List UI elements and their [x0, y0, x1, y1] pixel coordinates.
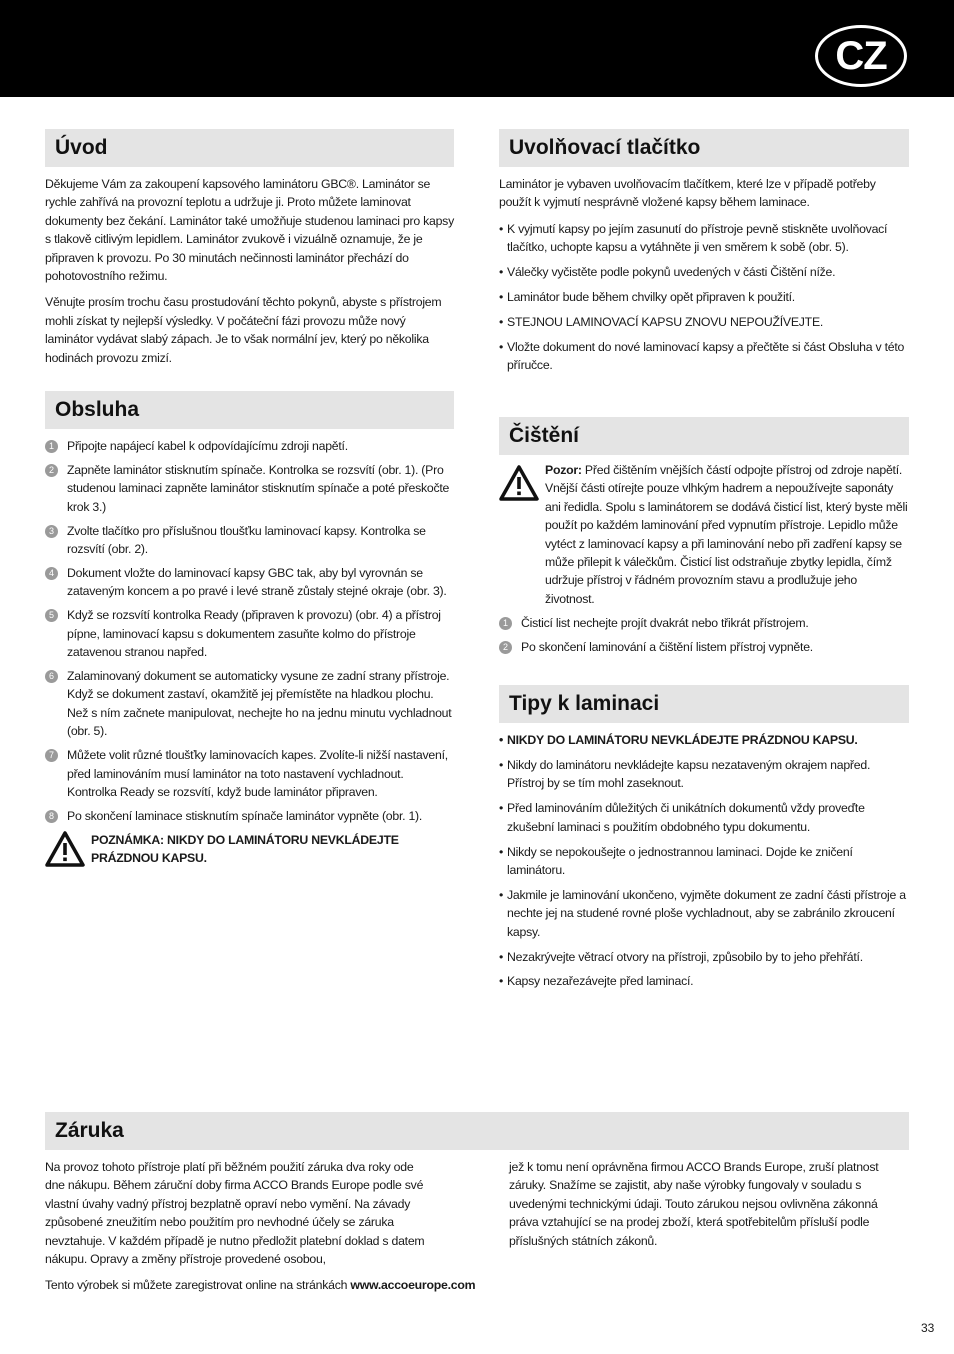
step-item [45, 437, 454, 455]
step-number-icon: 4 [45, 567, 58, 580]
warning-body: Před čištěním vnějších částí odpojte přístroj od zdroje napětí. Vnější části otírejte pouze vlhkým hadrem a nepoužívejte saponáty ani ředidla. Spolu s laminátorem se dodává čisticí list, který byste měli použít po každém laminování před vypnutím přístroje. Lepidlo může vytéct z laminovací kapsy a při laminování nebo při zadření kapsy se může přilepit k válečkům. Čisticí list odstraňuje zbytky lepidla, čímž udržuje přístroj v řádném provozním stavu a prodlužuje jeho životnost. [545, 463, 908, 606]
list-item: • Jakmile je laminování ukončeno, vyjměte dokument ze zadní části přístroje a nechte jej na studené rovné ploše vychladnout, aby se zabránilo zkroucení kapsy. [499, 886, 909, 941]
obsluha-note: POZNÁMKA: NIKDY DO LAMINÁTORU NEVKLÁDEJTE PRÁZDNOU KAPSU. [91, 832, 399, 866]
step-text: Zapněte laminátor stisknutím spínače. Kontrolka se rozsvítí (obr. 1). (Pro studenou laminaci zapněte laminátor stisknutím spínače a poté přeskočte krok 3.) [67, 462, 450, 514]
step-item [499, 614, 909, 632]
zaruka-left-text: Na provoz tohoto přístroje platí při běžném použití záruka dva roky ode dne nákupu. Během záruční doby firma ACCO Brands Europe podle své vlastní úvahy vadný přístroj bezplatně opraví nebo vymění. Na závady způsobené zneužitím nebo použitím pro nevhodné účely se záruka nevztahuje. V každém případě je nutno předložit platební doklad s datem nákupu. Opravy a změny přístroje provedené osobou, [45, 1160, 425, 1267]
section-uvolnovaci [499, 129, 909, 381]
uvolnovaci-list [499, 220, 909, 375]
language-badge: CZ [815, 25, 907, 87]
step-number-icon: 6 [45, 670, 58, 683]
step-number-icon: 5 [45, 609, 58, 622]
page-number: 33 [921, 1321, 935, 1335]
step-item [499, 638, 909, 656]
step-number-icon: 2 [499, 641, 512, 654]
step-text: Zvolte tlačítko pro příslušnou tloušťku laminovací kapsy. Kontrolka se rozsvítí (obr. 2). [67, 523, 426, 557]
step-item [45, 667, 454, 741]
list-item: • Před laminováním důležitých či unikátních dokumentů vždy proveďte zkušební laminaci s použitím obdobného typu dokumentu. [499, 799, 909, 836]
obsluha-warning [45, 831, 454, 868]
step-text: Po skončení laminování a čištění listem přístroj vypněte. [521, 640, 813, 655]
cisteni-warning-text [545, 461, 909, 608]
list-item: • K vyjmutí kapsy po jejím zasunutí do přístroje pevně stiskněte uvolňovací tlačítko, uchopte kapsu a vytáhněte ji ven směrem k sobě (obr. 5). [499, 220, 909, 257]
section-title-uvod: Úvod [45, 129, 454, 167]
cisteni-steps [499, 608, 909, 656]
list-item: • Kapsy nezařezávejte před laminací. [499, 972, 909, 990]
uvod-paragraph-1: Děkujeme Vám za zakoupení kapsového laminátoru GBC®. Laminátor se rychle zahřívá na provozní teplotu a udržuje ji. Proto můžete laminovat dokumenty bez čekání. Laminátor také umožňuje studenou laminaci pro kapsy s tlakově citlivým lepidlem. Laminátor zvukově i vizuálně oznamuje, že je připraven k provozu. Po 30 minutách nečinnosti laminátor přechází do pohotovostního režimu. [45, 177, 454, 284]
step-number-icon: 7 [45, 749, 58, 762]
section-title-cisteni: Čištění [499, 417, 909, 455]
step-number-icon: 2 [45, 464, 58, 477]
step-item [45, 461, 454, 516]
section-title-zaruka: Záruka [45, 1112, 909, 1150]
warning-icon [499, 465, 539, 501]
section-title-obsluha: Obsluha [45, 391, 454, 429]
step-item [45, 522, 454, 559]
zaruka-right-text: jež k tomu není oprávněna firmou ACCO Brands Europe, zruší platnost záruky. Snažíme se zajistit, aby naše výrobky fungovaly v souladu s uvedenými technickými údaji. Touto zárukou nejsou ovlivněna zákonná práva vztahující se na prodej zboží, která spotřebitelům přísluší podle příslušných státních zákonů. [509, 1160, 879, 1248]
step-number-icon: 1 [45, 440, 58, 453]
tipy-list [499, 723, 909, 991]
step-text: Můžete volit různé tloušťky laminovacích kapes. Zvolíte-li nižší nastavení, před laminováním musí laminátor na toto nastavení vychladnout. Kontrolka Ready se rozsvítí, když bude laminátor připraven. [67, 748, 448, 799]
list-item: • Nikdy do laminátoru nevkládejte kapsu nezataveným okrajem napřed. Přístroj by se tím mohl zaseknout. [499, 756, 909, 793]
step-text: Když se rozsvítí kontrolka Ready (připraven k provozu) (obr. 4) a přístroj pípne, laminovací kapsu s dokumentem zasuňte kolmo do přístroje zatavenou stranou napřed. [67, 608, 441, 660]
section-obsluha [45, 391, 454, 868]
step-number-icon: 8 [45, 810, 58, 823]
list-item: • NIKDY DO LAMINÁTORU NEVKLÁDEJTE PRÁZDNOU KAPSU. [499, 731, 909, 749]
step-text: Dokument vložte do laminovací kapsy GBC tak, aby byl vyrovnán se zataveným koncem a po pravé i levé straně zůstaly stejné okraje (obr. 3). [67, 565, 447, 599]
registration-text: Tento výrobek si můžete zaregistrovat online na stránkách [45, 1278, 351, 1292]
step-item [45, 746, 454, 801]
list-item: • Laminátor bude během chvilky opět připraven k použití. [499, 288, 909, 306]
cisteni-warning [499, 461, 909, 608]
step-number-icon: 3 [45, 525, 58, 538]
section-uvod [45, 129, 454, 375]
header-bar [0, 0, 954, 97]
step-text: Připojte napájecí kabel k odpovídajícímu zdroji napětí. [67, 439, 348, 453]
section-cisteni [499, 417, 909, 662]
section-title-tipy: Tipy k laminaci [499, 685, 909, 723]
uvod-paragraph-2: Věnujte prosím trochu času prostudování těchto pokynů, abyste s přístrojem mohli získat ty nejlepší výsledky. V počáteční fázi provozu může nový laminátor vydávat slabý zápach. Je to však normální jev, který po několika hodinách provozu zmizí. [45, 295, 442, 365]
step-item [45, 606, 454, 661]
step-text: Čisticí list nechejte projít dvakrát nebo třikrát přístrojem. [521, 616, 809, 631]
list-item: • Vložte dokument do nové laminovací kapsy a přečtěte si část Obsluha v této příručce. [499, 338, 909, 375]
registration-line [45, 1278, 475, 1292]
step-item [45, 807, 454, 825]
section-title-uvolnovaci: Uvolňovací tlačítko [499, 129, 909, 167]
step-item [45, 564, 454, 601]
obsluha-steps [45, 429, 454, 825]
step-text: Po skončení laminace stisknutím spínače laminátor vypněte (obr. 1). [67, 808, 423, 823]
warning-icon [45, 831, 85, 867]
list-item: • Nezakrývejte větrací otvory na přístroji, způsobilo by to jeho přehřátí. [499, 948, 909, 966]
warning-label: Pozor: [545, 463, 582, 477]
list-item: • STEJNOU LAMINOVACÍ KAPSU ZNOVU NEPOUŽÍVEJTE. [499, 313, 909, 331]
list-item: • Nikdy se nepokoušejte o jednostrannou laminaci. Dojde ke zničení laminátoru. [499, 843, 909, 880]
step-number-icon: 1 [499, 617, 512, 630]
section-tipy [499, 685, 909, 997]
list-item: • Válečky vyčistěte podle pokynů uvedených v části Čištění níže. [499, 263, 909, 281]
registration-link[interactable]: www.accoeurope.com [350, 1278, 476, 1292]
section-zaruka [45, 1112, 909, 1276]
step-text: Zalaminovaný dokument se automaticky vysune ze zadní strany přístroje. Když se dokument zastaví, okamžitě jej přemístěte na hladkou plochu. Než s ním začnete manipulovat, nechejte ho na jednu minutu vychladnout (obr. 5). [67, 668, 452, 739]
uvolnovaci-intro: Laminátor je vybaven uvolňovacím tlačítkem, které lze v případě potřeby použít k vyjmutí nesprávně vložené kapsy během laminace. [499, 177, 876, 210]
